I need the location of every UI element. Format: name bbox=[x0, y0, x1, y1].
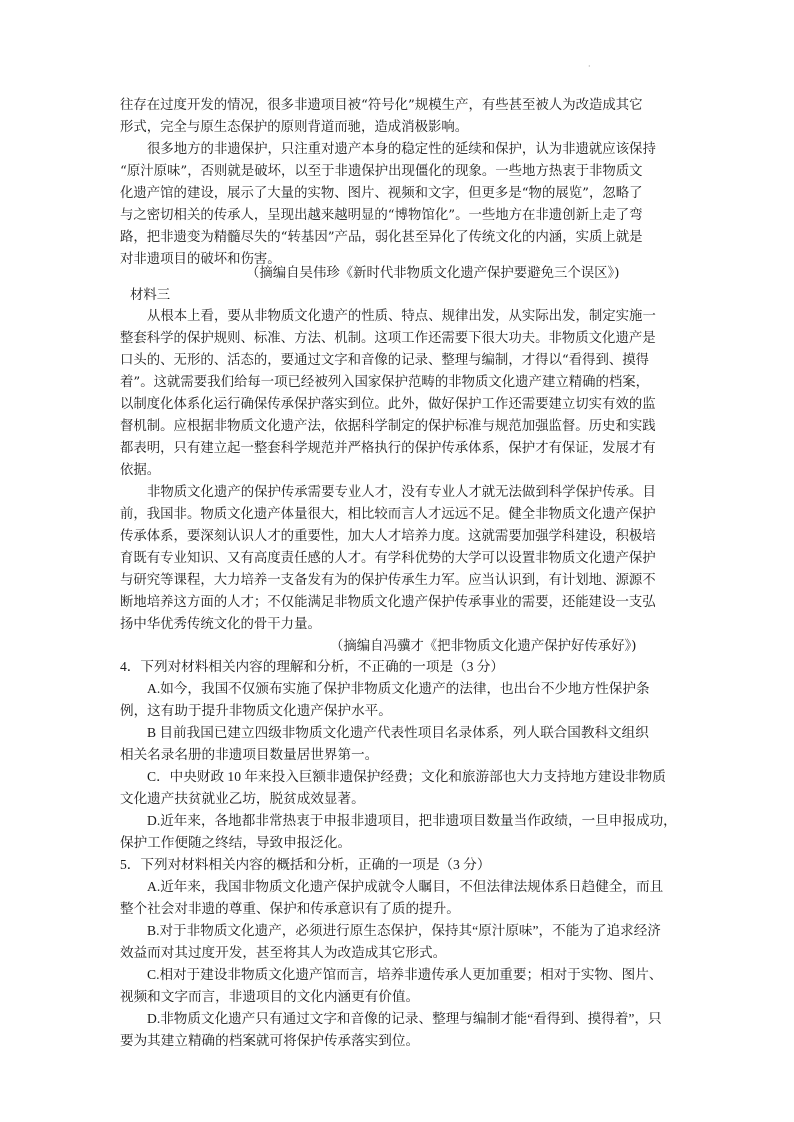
source-citation: （摘编自冯骥才《把非物质文化遗产保护好传承好》) bbox=[330, 639, 637, 654]
question-4-option-b: B 目前我国已建立四级非物质文化遗产代表性项目名录体系，列人联合国教科文组织 bbox=[147, 725, 649, 740]
question-5-option-b: 效益而对其过度开发，甚至将其人为改造成其它形式。 bbox=[120, 945, 447, 960]
passage-line: 前，我国非。物质文化遗产体量很大，相比较而言人才远远不足。健全非物质文化遗产保护 bbox=[120, 507, 656, 522]
passage-line: 与之密切相关的传承人，呈现出越来越明显的“博物馆化”。一些地方在非遗创新上走了弯 bbox=[120, 208, 643, 223]
passage-line: 化遗产馆的建设，展示了大量的实物、图片、视频和文字，但更多是“物的展览”，忽略了 bbox=[120, 186, 643, 201]
question-4-option-a: 例，这有助于提升非物质文化遗产保护水平。 bbox=[120, 703, 392, 718]
passage-line: 都表明，只有建立起一整套科学规范并严格执行的保护传承体系，保护才有保证，发展才有 bbox=[120, 441, 656, 456]
passage-line: 从根本上看，要从非物质文化遗产的性质、特点、规律出发，从实际出发，制定实施一 bbox=[147, 309, 656, 324]
passage-line: 育既有专业知识、又有高度责任感的人才。有学科优势的大学可以设置非物质文化遗产保护 bbox=[120, 551, 656, 566]
question-4-option-a: A.如今，我国不仅颁布实施了保护非物质文化遗产的法律，也出台不少地方性保护条 bbox=[147, 681, 650, 696]
passage-line: 与研究等课程，大力培养一支备发有为的保护传承生力军。应当认识到，有计划地、源源不 bbox=[120, 573, 656, 588]
passage-line: 整套科学的保护规则、标准、方法、机制。这项工作还需要下很大功夫。非物质文化遗产是 bbox=[120, 331, 656, 346]
passage-line: 传承体系，要深刻认识人才的重要性，加大人才培养力度。这就需要加强学科建设，积极培 bbox=[120, 529, 656, 544]
question-4-option-d: 保护工作便随之终结，导致申报泛化。 bbox=[120, 835, 352, 850]
passage-line: 以制度化体系化运行确保传承保护落实到位。此外，做好保护工作还需要建立切实有效的监 bbox=[120, 397, 656, 412]
passage-line: 形式，完全与原生态保护的原则背道而驰，造成消极影响。 bbox=[120, 120, 469, 135]
source-citation: （摘编自吴伟珍《新时代非物质文化遗产保护要避免三个误区》) bbox=[246, 266, 620, 281]
question-4-stem: 4．下列对材料相关内容的理解和分析，不正确的一项是（3 分） bbox=[120, 659, 505, 674]
passage-line: “原汁原味”，否则就是破坏，以至于非遗保护出现僵化的现象。一些地方热衷于非物质文 bbox=[120, 164, 643, 179]
question-5-option-a: 整个社会对非遗的尊重、保护和传承意识有了质的提升。 bbox=[120, 901, 460, 916]
question-5-option-a: A.近年来，我国非物质文化遗产保护成就令人瞩目，不但法律法规体系日趋健全，而且 bbox=[147, 879, 664, 894]
question-5-option-d: D.非物质文化遗产只有通过文字和音像的记录、整理与编制才能“看得到、摸得着”，只 bbox=[147, 1011, 662, 1026]
question-4-option-b: 相关名录名册的非遗项目数量居世界第一。 bbox=[120, 747, 379, 762]
passage-line: 断地培养这方面的人才；不仅能满足非物质文化遗产保护传承事业的需要，还能建设一支弘 bbox=[120, 595, 656, 610]
question-5-option-d: 要为其建立精确的档案就可将保护传承落实到位。 bbox=[120, 1033, 420, 1048]
page-mark: · bbox=[588, 62, 591, 71]
question-4-option-d: D.近年来，各地都非常热衷于申报非遗项目，把非遗项目数量当作政绩，一旦申报成功， bbox=[147, 813, 677, 828]
question-5-option-c: 视频和文字而言，非遗项目的文化内涵更有价值。 bbox=[120, 989, 420, 1004]
passage-line: 很多地方的非遗保护，只注重对遗产本身的稳定性的延续和保护，认为非遗就应该保持 bbox=[147, 142, 656, 157]
passage-line: 口头的、无形的、活态的，要通过文字和音像的记录、整理与编制，才得以“看得到、摸得 bbox=[120, 353, 650, 368]
question-5-option-b: B.对于非物质文化遗产，必须进行原生态保护，保持其“原汁原味”，不能为了追求经济 bbox=[147, 923, 661, 938]
passage-line: 依据。 bbox=[120, 463, 161, 478]
material-heading: 材料三 bbox=[130, 288, 171, 303]
passage-line: 督机制。应根据非物质文化遗产法，依据科学制定的保护标准与规范加强监督。历史和实践 bbox=[120, 419, 656, 434]
question-4-option-c: C．中央财政 10 年来投入巨额非遗保护经费；文化和旅游部也大力支持地方建设非物质 bbox=[147, 769, 666, 784]
question-4-option-c: 文化遗产扶贫就业乙坊，脱贫成效显著。 bbox=[120, 791, 365, 806]
passage-line: 往存在过度开发的情况，很多非遗项目被“符号化”规模生产，有些甚至被人为改造成其它 bbox=[120, 98, 643, 113]
passage-line: 路，把非遗变为精髓尽失的“转基因”产品，弱化甚至异化了传统文化的内涵，实质上就是 bbox=[120, 230, 643, 245]
passage-line: 非物质文化遗产的保护传承需要专业人才，没有专业人才就无法做到科学保护传承。目 bbox=[147, 485, 656, 500]
passage-line: 对非遗项目的破坏和伤害。 bbox=[120, 252, 281, 267]
question-5-stem: 5．下列对材料相关内容的概括和分析，正确的一项是（3 分） bbox=[120, 857, 491, 872]
passage-line: 着”。这就需要我们给每一项已经被列入国家保护范畴的非物质文化遗产建立精确的档案， bbox=[120, 375, 650, 390]
question-5-option-c: C.相对于建设非物质文化遗产馆而言，培养非遗传承人更加重要；相对于实物、图片、 bbox=[147, 967, 663, 982]
passage-line: 扬中华优秀传统文化的骨干力量。 bbox=[120, 617, 321, 632]
